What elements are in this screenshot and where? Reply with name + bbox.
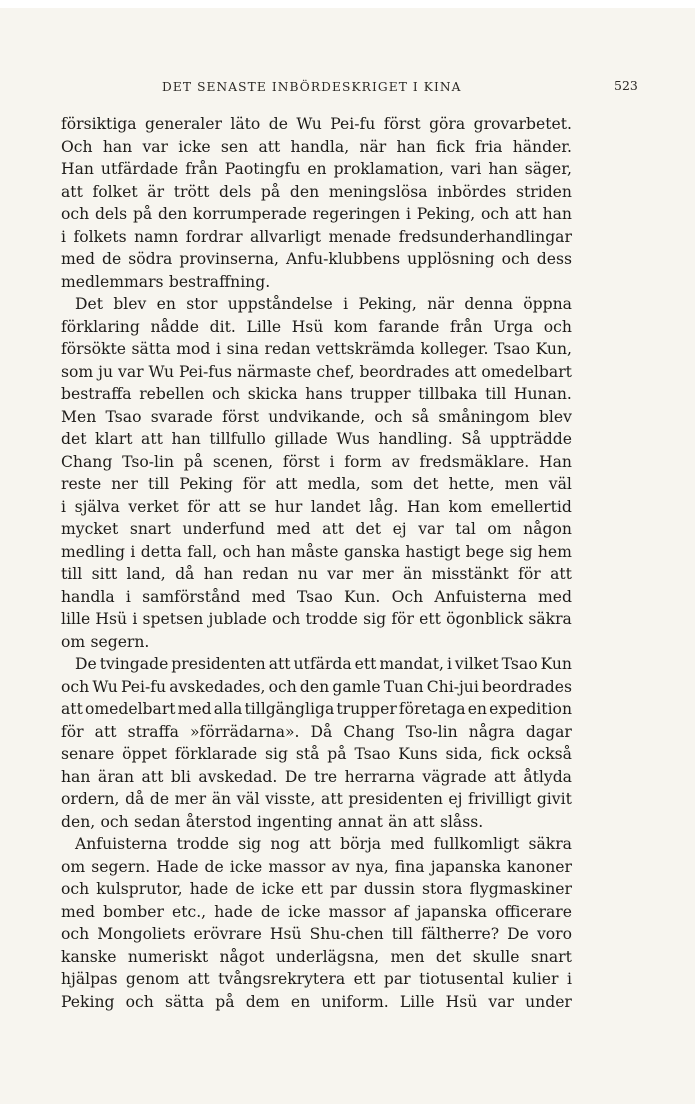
text-line: Peking och sätta på dem en uniform. Lille Hsü var under [61, 992, 572, 1011]
text-line: om segern. Hade de icke massor av nya, fina japanska kanoner [61, 857, 572, 876]
text-line: De tvingade presidenten att utfärda ett mandat, i vilket Tsao Kun [75, 655, 572, 673]
text-line: Anfuisterna trodde sig nog att börja med fullkomligt säkra [75, 835, 572, 853]
text-line: förklaring nådde dit. Lille Hsü kom farande från Urga och [61, 317, 572, 336]
text-line: han äran att bli avskedad. De tre herrarna vägrade att åtlyda [61, 767, 572, 786]
text-line: i folkets namn fordrar allvarligt menade fredsunderhandlingar [61, 227, 572, 246]
text-line: Och han var icke sen att handla, när han fick fria händer. [61, 137, 572, 156]
text-line: Han utfärdade från Paotingfu en proklamation, vari han säger, [61, 160, 572, 178]
text-line: ordern, då de mer än väl visste, att presidenten ej frivilligt givit [61, 790, 572, 808]
text-line: det klart att han tillfullo gillade Wus handling. Så uppträdde [61, 430, 572, 448]
text-line: för att straffa »förrädarna». Då Chang Tso-lin några dagar [61, 722, 572, 741]
text-line: försiktiga generaler läto de Wu Pei-fu först göra grovarbetet. [61, 115, 572, 133]
text-line: reste ner till Peking för att medla, som det hette, men väl [61, 475, 572, 493]
text-line: bestraffa rebellen och skicka hans trupper tillbaka till Hunan. [61, 385, 572, 403]
scan-top-margin [0, 0, 695, 8]
text-line: att omedelbart med alla tillgängliga trupper företaga en expedition [61, 700, 572, 718]
text-line: mycket snart underfund med att det ej var tal om någon [61, 520, 572, 538]
text-line: med de södra provinserna, Anfu-klubbens upplösning och dess [61, 250, 572, 268]
text-line: senare öppet förklarade sig stå på Tsao Kuns sida, fick också [61, 745, 572, 763]
text-line: och Wu Pei-fu avskedades, och den gamle Tuan Chi-jui beordrades [61, 677, 572, 696]
text-line: som ju var Wu Pei-fus närmaste chef, beordrades att omedelbart [61, 362, 572, 381]
text-line: försökte sätta mod i sina redan vettskrämda kolleger. Tsao Kun, [61, 340, 572, 358]
text-line: till sitt land, då han redan nu var mer än misstänkt för att [61, 565, 572, 583]
text-line: i själva verket för att se hur landet låg. Han kom emellertid [61, 497, 572, 516]
text-line: Men Tsao svarade först undvikande, och så småningom blev [61, 407, 572, 426]
text-line: den, och sedan återstod ingenting annat än att slåss. [61, 812, 484, 831]
text-line: medling i detta fall, och han måste ganska hastigt bege sig hem [61, 542, 572, 561]
text-line: Det blev en stor uppståndelse i Peking, när denna öppna [75, 295, 572, 313]
text-line: och kulsprutor, hade de icke ett par dussin stora flygmaskiner [61, 880, 572, 898]
body-text [61, 113, 572, 1013]
running-head: DET SENASTE INBÖRDESKRIGET I KINA [162, 80, 462, 94]
text-line: Chang Tso-lin på scenen, först i form av fredsmäklare. Han [61, 452, 572, 471]
text-line: och dels på den korrumperade regeringen i Peking, och att han [61, 205, 572, 223]
text-line: handla i samförstånd med Tsao Kun. Och Anfuisterna med [61, 587, 572, 606]
text-line: om segern. [61, 632, 150, 651]
text-line: med bomber etc., hade de icke massor af japanska officerare [61, 902, 572, 921]
page-number: 523 [614, 78, 638, 93]
text-line: kanske numeriskt något underlägsna, men det skulle snart [61, 947, 572, 966]
text-line: och Mongoliets erövrare Hsü Shu-chen till fältherre? De voro [61, 925, 572, 943]
text-line: hjälpas genom att tvångsrekrytera ett par tiotusental kulier i [61, 970, 572, 988]
text-line: lille Hsü i spetsen jublade och trodde sig för ett ögonblick säkra [61, 610, 572, 628]
text-line: att folket är trött dels på den meningslösa inbördes striden [61, 182, 572, 201]
text-line: medlemmars bestraffning. [61, 272, 271, 291]
